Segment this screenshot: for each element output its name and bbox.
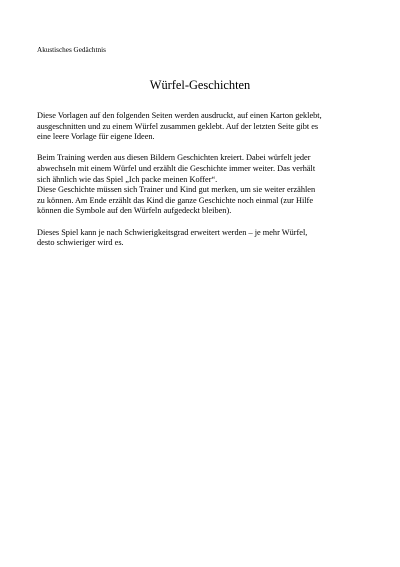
text-line: Dieses Spiel kann je nach Schwierigkeitsgrad erweitert werden – je mehr Würfel, xyxy=(37,227,308,237)
text-line: können die Symbole auf den Würfeln aufgedeckt bleiben). xyxy=(37,206,232,216)
text-line: sich ähnlich wie das Spiel „Ich packe meinen Koffer“. xyxy=(37,174,218,184)
text-line: abwechseln mit einem Würfel und erzählt die Geschichte immer weiter. Das verhält xyxy=(37,163,316,173)
text-line: desto schwieriger wird es. xyxy=(37,238,124,248)
paragraph-training xyxy=(37,153,377,217)
page-header: Akustisches Gedächtnis xyxy=(37,46,106,54)
document-body xyxy=(37,111,377,249)
text-line: Beim Training werden aus diesen Bildern Geschichten kreiert. Dabei würfelt jeder xyxy=(37,153,311,163)
text-line: Diese Geschichte müssen sich Trainer und Kind gut merken, um sie weiter erzählen xyxy=(37,185,316,195)
text-line: zu können. Am Ende erzählt das Kind die ganze Geschichte noch einmal (zur Hilfe xyxy=(37,195,314,205)
document-title: Würfel-Geschichten xyxy=(149,78,251,92)
text-line: ausgeschnitten und zu einem Würfel zusammen geklebt. Auf der letzten Seite gibt es xyxy=(37,121,319,131)
paragraph-intro xyxy=(37,111,377,143)
paragraph-difficulty xyxy=(37,228,377,249)
text-line: Diese Vorlagen auf den folgenden Seiten werden ausdruckt, auf einen Karton geklebt, xyxy=(37,111,322,120)
text-line: eine leere Vorlage für eigene Ideen. xyxy=(37,132,155,142)
